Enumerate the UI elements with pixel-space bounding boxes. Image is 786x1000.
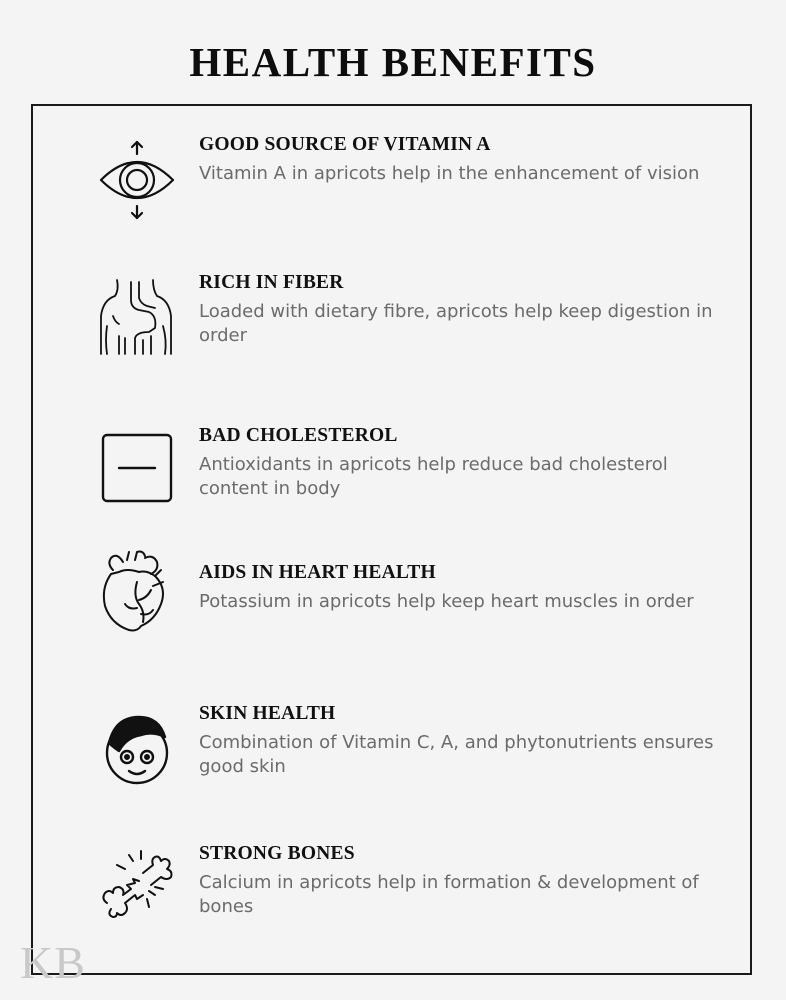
face-mask-icon — [97, 707, 177, 797]
benefit-text — [199, 843, 739, 919]
benefit-description: Calcium in apricots help in formation & development of bones — [199, 872, 699, 917]
broken-bone-icon — [97, 847, 177, 937]
minus-square-icon — [97, 425, 177, 515]
benefit-description: Potassium in apricots help keep heart muscles in order — [199, 591, 694, 612]
benefit-description: Antioxidants in apricots help reduce bad cholesterol content in body — [199, 454, 668, 499]
benefit-text — [199, 425, 739, 501]
eye-icon — [97, 140, 177, 230]
benefit-text — [199, 134, 739, 186]
benefit-title: AIDS IN HEART HEALTH — [199, 562, 436, 583]
benefit-text — [199, 703, 739, 779]
digestive-system-icon — [97, 276, 177, 366]
benefit-title: STRONG BONES — [199, 843, 355, 864]
benefit-text — [199, 562, 739, 614]
benefit-description: Vitamin A in apricots help in the enhancement of vision — [199, 163, 700, 184]
page-title: HEALTH BENEFITS — [189, 39, 597, 85]
benefit-description: Loaded with dietary fibre, apricots help keep digestion in order — [199, 301, 713, 346]
benefit-title: RICH IN FIBER — [199, 272, 344, 293]
benefit-text — [199, 272, 739, 348]
benefit-title: GOOD SOURCE OF VITAMIN A — [199, 134, 491, 155]
heart-organ-icon — [97, 548, 177, 638]
benefit-description: Combination of Vitamin C, A, and phytonutrients ensures good skin — [199, 732, 714, 777]
benefit-title: BAD CHOLESTEROL — [199, 425, 398, 446]
benefits-panel — [31, 104, 752, 975]
brand-watermark: KB — [20, 937, 86, 988]
benefit-title: SKIN HEALTH — [199, 703, 336, 724]
